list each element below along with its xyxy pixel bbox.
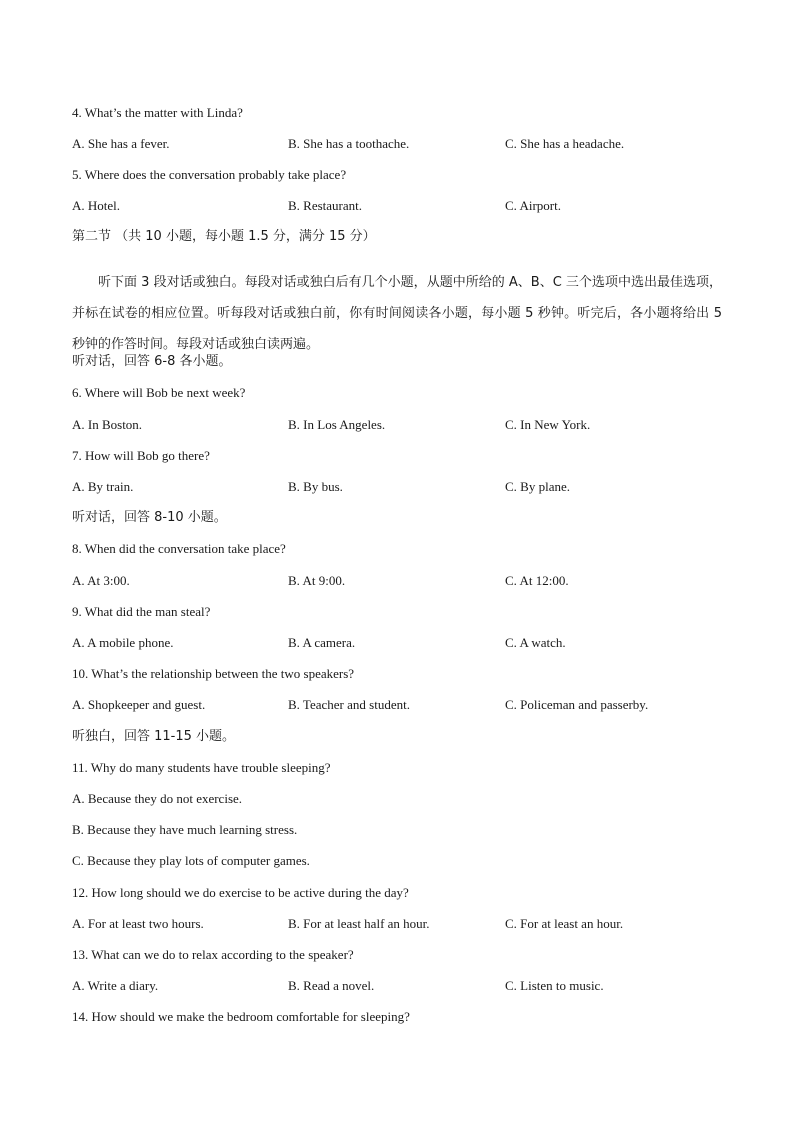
question-12: 12. How long should we do exercise to be active during the day? bbox=[72, 885, 409, 900]
q5-option-c: C. Airport. bbox=[505, 198, 561, 213]
q10-option-c: C. Policeman and passerby. bbox=[505, 697, 649, 712]
section-2-instructions: 听下面 3 段对话或独白。每段对话或独白后有几个小题，从题中所给的 A、B、C 三个选项中选出最佳选项，并标在试卷的相应位置。听每段对话或独白前，你有时间阅读各小题，每小题 5 秒钟。听完后，各小题将给出 5 秒钟的作答时间。每段对话或独白读两遍。 bbox=[72, 275, 722, 352]
q9-option-b: B. A camera. bbox=[288, 635, 356, 650]
q13-option-c: C. Listen to music. bbox=[505, 978, 604, 993]
question-6: 6. Where will Bob be next week? bbox=[72, 385, 246, 400]
q4-option-a: A. She has a fever. bbox=[72, 136, 170, 151]
q11-option-a: A. Because they do not exercise. bbox=[72, 791, 243, 806]
q5-option-a: A. Hotel. bbox=[72, 198, 121, 213]
question-9: 9. What did the man steal? bbox=[72, 604, 211, 619]
q13-option-a: A. Write a diary. bbox=[72, 978, 159, 993]
question-13: 13. What can we do to relax according to the speaker? bbox=[72, 947, 354, 962]
question-14: 14. How should we make the bedroom comfortable for sleeping? bbox=[72, 1009, 410, 1024]
question-5: 5. Where does the conversation probably take place? bbox=[72, 167, 347, 182]
q7-option-c: C. By plane. bbox=[505, 479, 570, 494]
q7-option-a: A. By train. bbox=[72, 479, 134, 494]
q12-option-a: A. For at least two hours. bbox=[72, 916, 204, 931]
dialog-1-intro: 听对话，回答 6-8 各小题。 bbox=[72, 354, 232, 369]
q4-option-b: B. She has a toothache. bbox=[288, 136, 410, 151]
q12-option-b: B. For at least half an hour. bbox=[288, 916, 430, 931]
q12-option-c: C. For at least an hour. bbox=[505, 916, 624, 931]
q6-option-a: A. In Boston. bbox=[72, 417, 143, 432]
q10-option-a: A. Shopkeeper and guest. bbox=[72, 697, 206, 712]
q6-option-b: B. In Los Angeles. bbox=[288, 417, 386, 432]
q8-option-c: C. At 12:00. bbox=[505, 573, 569, 588]
q10-option-b: B. Teacher and student. bbox=[288, 697, 410, 712]
q5-option-b: B. Restaurant. bbox=[288, 198, 363, 213]
section-2-heading: 第二节 （共 10 小题，每小题 1.5 分，满分 15 分） bbox=[72, 229, 376, 244]
question-10: 10. What’s the relationship between the two speakers? bbox=[72, 666, 355, 681]
q13-option-b: B. Read a novel. bbox=[288, 978, 375, 993]
q6-option-c: C. In New York. bbox=[505, 417, 591, 432]
q8-option-a: A. At 3:00. bbox=[72, 573, 130, 588]
question-7: 7. How will Bob go there? bbox=[72, 448, 210, 463]
monologue-intro: 听独白，回答 11-15 小题。 bbox=[72, 729, 236, 744]
q4-option-c: C. She has a headache. bbox=[505, 136, 625, 151]
dialog-2-intro: 听对话，回答 8-10 小题。 bbox=[72, 510, 227, 525]
q11-option-c: C. Because they play lots of computer games. bbox=[72, 853, 310, 868]
q9-option-a: A. A mobile phone. bbox=[72, 635, 174, 650]
q9-option-c: C. A watch. bbox=[505, 635, 566, 650]
question-11: 11. Why do many students have trouble sleeping? bbox=[72, 760, 331, 775]
question-4: 4. What’s the matter with Linda? bbox=[72, 105, 243, 120]
question-8: 8. When did the conversation take place? bbox=[72, 541, 286, 556]
q7-option-b: B. By bus. bbox=[288, 479, 343, 494]
q11-option-b: B. Because they have much learning stress. bbox=[72, 822, 298, 837]
q8-option-b: B. At 9:00. bbox=[288, 573, 346, 588]
